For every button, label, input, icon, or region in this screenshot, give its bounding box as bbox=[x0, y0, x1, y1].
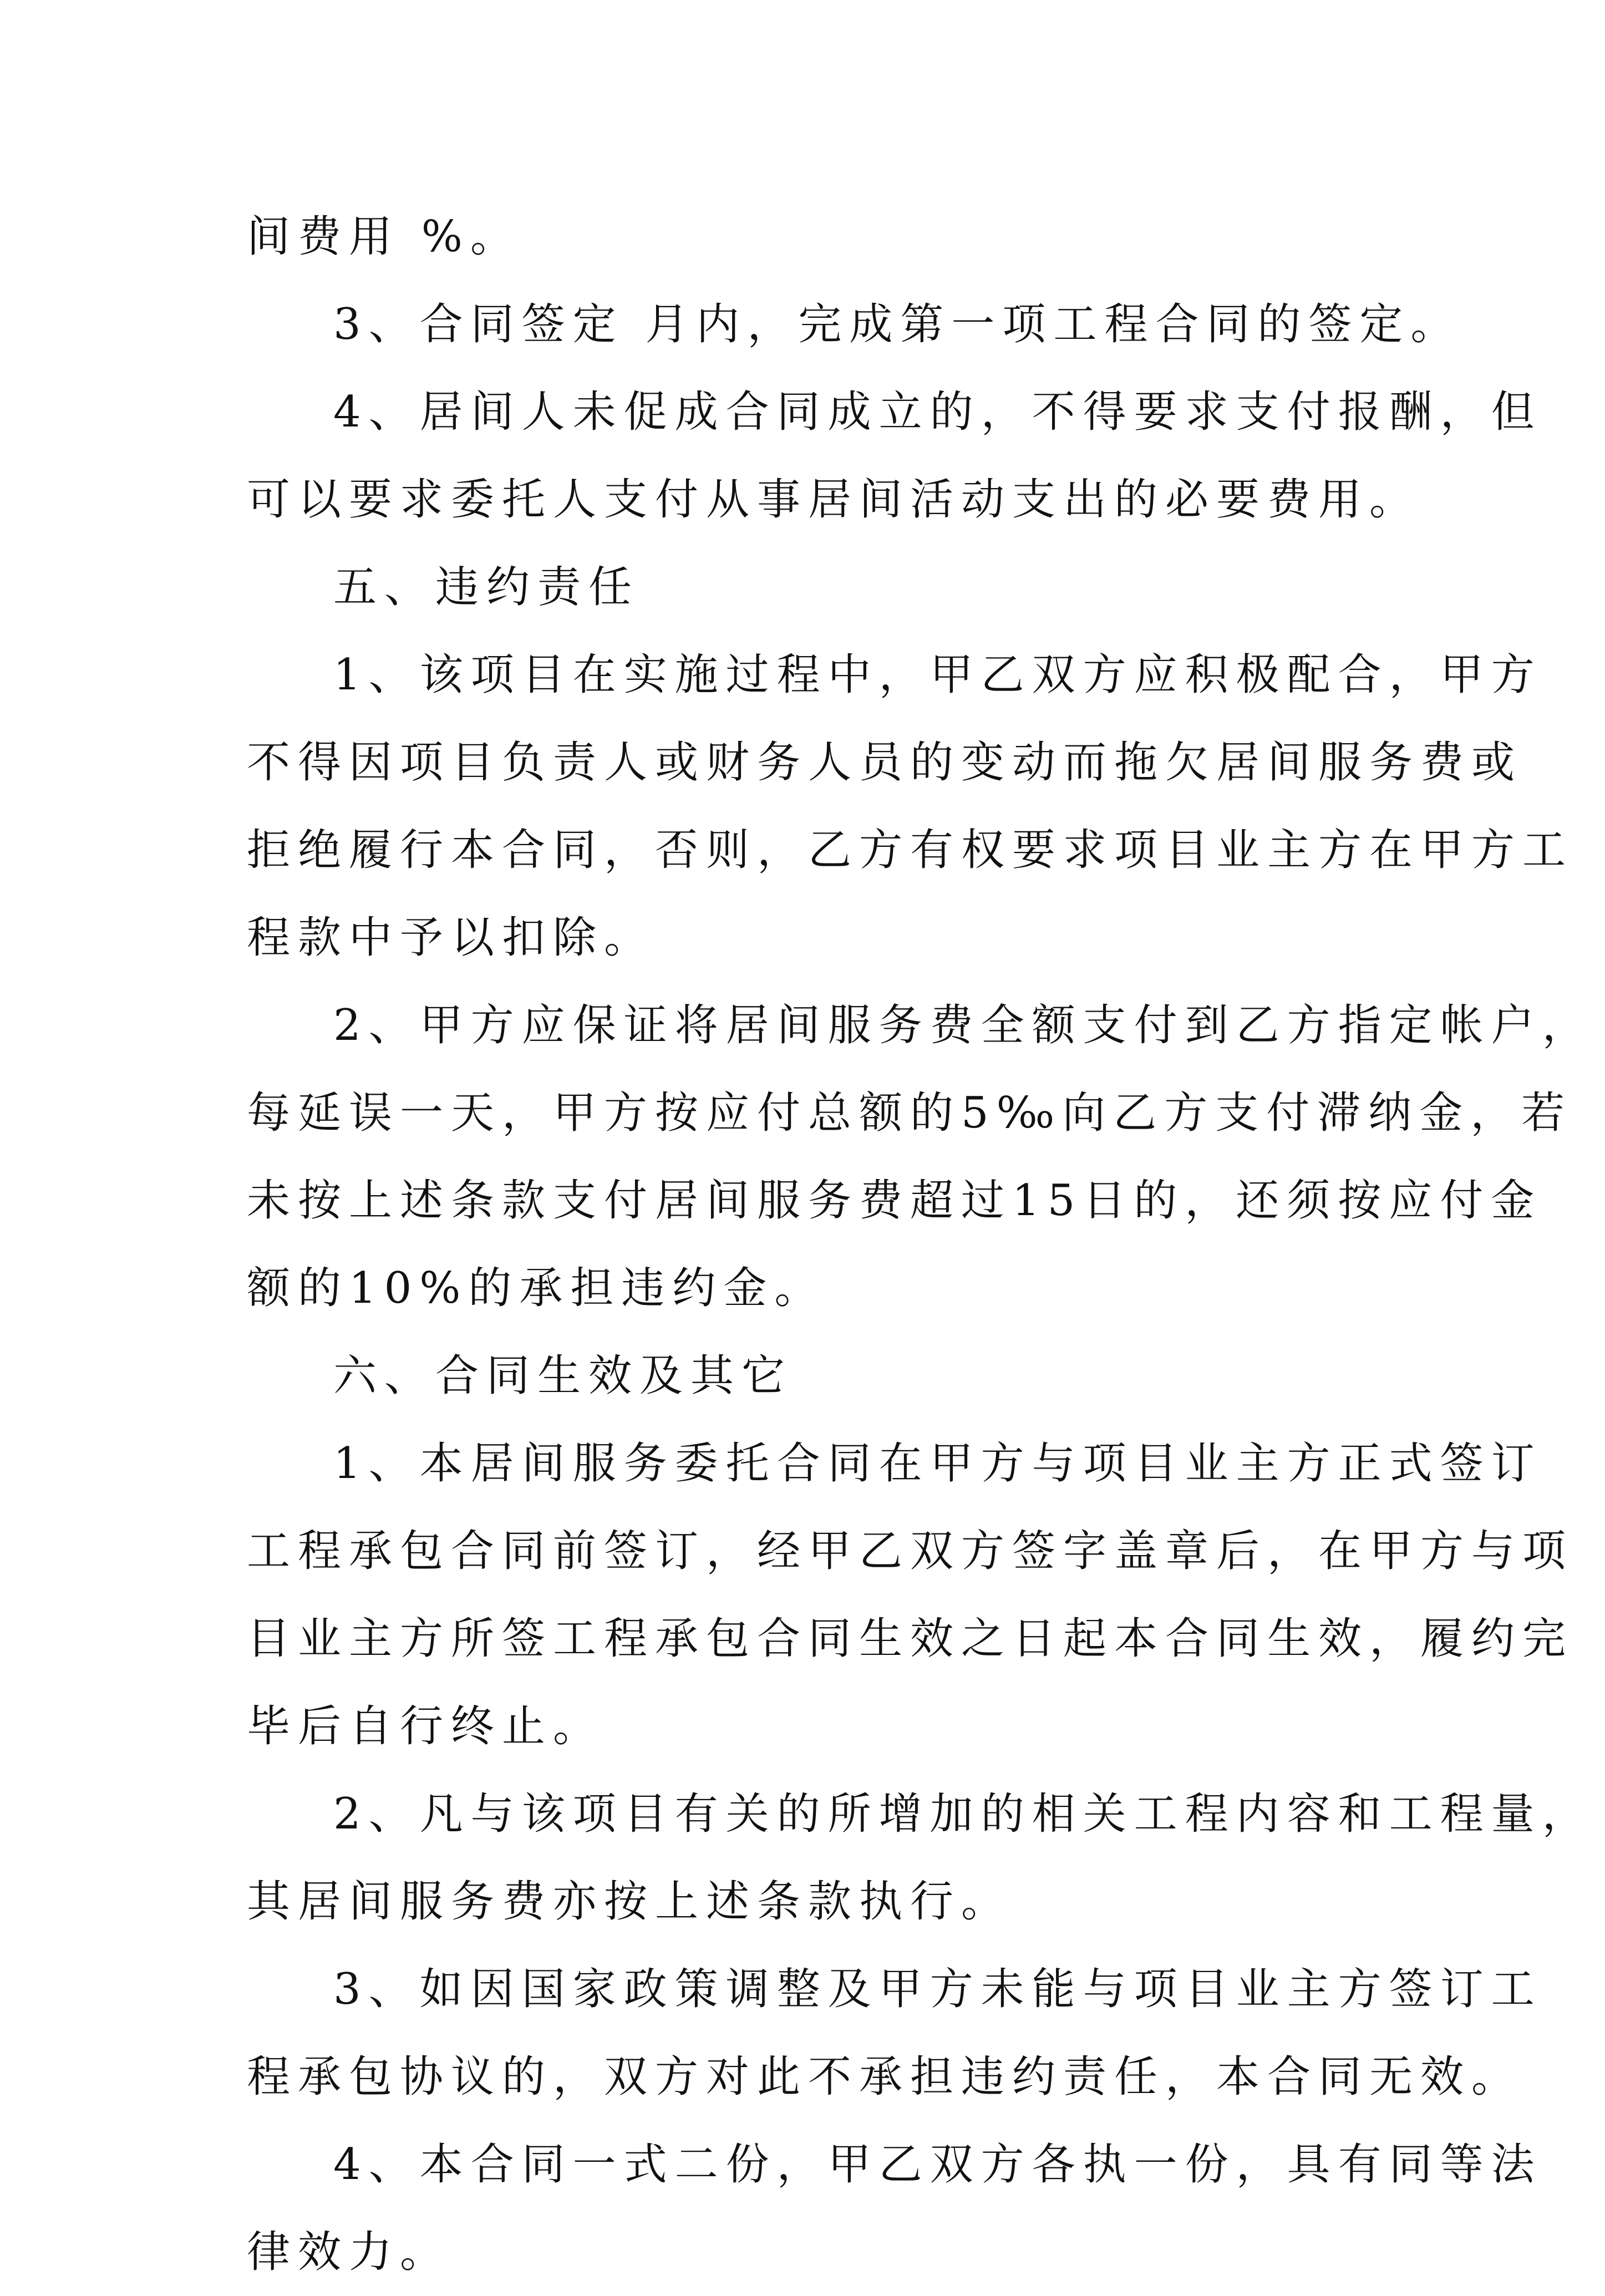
text-line: 毕后自行终止。 bbox=[247, 1701, 605, 1751]
text-line: 4、本合同一式二份，甲乙双方各执一份，具有同等法 bbox=[333, 2140, 1542, 2190]
text-line: 程款中予以扣除。 bbox=[247, 913, 656, 963]
section-heading: 六、合同生效及其它 bbox=[333, 1351, 793, 1401]
text-line: 3、如因国家政策调整及甲方未能与项目业主方签订工 bbox=[333, 1964, 1542, 2014]
text-line: 工程承包合同前签订，经甲乙双方签字盖章后，在甲方与项 bbox=[247, 1526, 1574, 1576]
text-line: 1、本居间服务委托合同在甲方与项目业主方正式签订 bbox=[333, 1439, 1542, 1489]
text-line: 未按上述条款支付居间服务费超过15日的，还须按应付金 bbox=[247, 1176, 1542, 1226]
text-line: 目业主方所签工程承包合同生效之日起本合同生效，履约完 bbox=[247, 1614, 1574, 1664]
text-line: 律效力。 bbox=[247, 2227, 451, 2277]
text-line: 可以要求委托人支付从事居间活动支出的必要费用。 bbox=[247, 475, 1421, 525]
contract-text bbox=[247, 193, 1593, 2296]
text-line: 其居间服务费亦按上述条款执行。 bbox=[247, 1877, 1013, 1927]
text-line: 程承包协议的，双方对此不承担违约责任，本合同无效。 bbox=[247, 2052, 1523, 2102]
text-line: 2、凡与该项目有关的所增加的相关工程内容和工程量， bbox=[333, 1789, 1593, 1839]
text-line: 1、该项目在实施过程中，甲乙双方应积极配合，甲方 bbox=[333, 650, 1542, 700]
text-line: 间费用 %。 bbox=[247, 212, 521, 262]
text-line: 3、合同签定 月内，完成第一项工程合同的签定。 bbox=[333, 299, 1462, 349]
section-heading: 五、违约责任 bbox=[333, 562, 640, 612]
text-line: 额的10%的承担违约金。 bbox=[247, 1263, 826, 1313]
text-line: 4、居间人未促成合同成立的，不得要求支付报酬，但 bbox=[333, 387, 1542, 437]
text-line: 每延误一天，甲方按应付总额的5‰向乙方支付滞纳金，若 bbox=[247, 1088, 1573, 1138]
text-line: 拒绝履行本合同，否则，乙方有权要求项目业主方在甲方工 bbox=[247, 825, 1574, 875]
text-line: 不得因项目负责人或财务人员的变动而拖欠居间服务费或 bbox=[247, 738, 1523, 788]
text-line: 2、甲方应保证将居间服务费全额支付到乙方指定帐户， bbox=[333, 1000, 1593, 1050]
